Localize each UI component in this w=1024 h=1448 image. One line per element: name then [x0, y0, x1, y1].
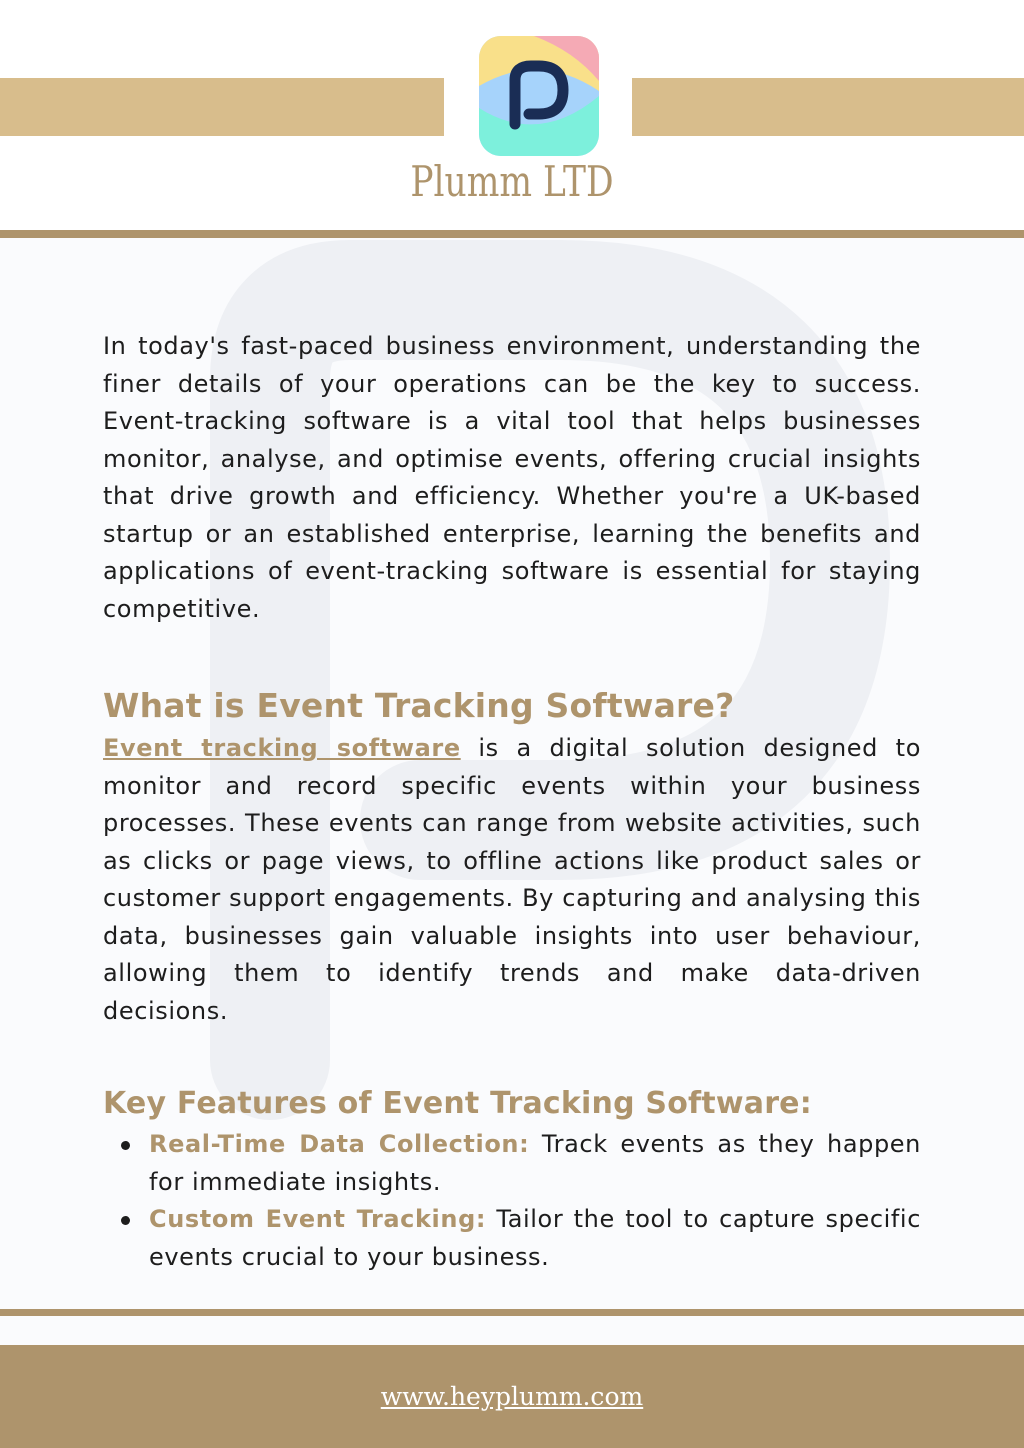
bullet-icon: [121, 1216, 130, 1225]
page-header: [0, 0, 1024, 232]
footer-divider: [0, 1309, 1024, 1316]
brand-name: Plumm LTD: [410, 157, 614, 206]
list-item: [103, 1201, 921, 1276]
key-features-list: [103, 1126, 921, 1276]
feature-text: Track events as they happen for immediate insights.: [149, 1130, 921, 1196]
header-band-right: [632, 78, 1024, 136]
feature-text: Tailor the tool to capture specific events crucial to your business.: [149, 1205, 921, 1271]
section-body-text: is a digital solution designed to monitor and record specific events within your business processes. These events can range from website activities, such as clicks or page views, to offline actions like product sales or customer support engagements. By capturing and analysing this data, businesses gain valuable insights into user behaviour, allowing them to identify trends and make data-driven decisions.: [103, 734, 921, 1025]
page-footer: [0, 1345, 1024, 1448]
event-tracking-software-link[interactable]: Event tracking software: [103, 734, 461, 762]
intro-paragraph: In today's fast-paced business environment, understanding the finer details of your operations can be the key to success. Event-tracking software is a vital tool that helps businesses monitor, analyse, and optimise events, offering crucial insights that drive growth and efficiency. Whether you're a UK-based startup or an established enterprise, learning the benefits and applications of event-tracking software is essential for staying competitive.: [103, 332, 921, 623]
plumm-p-logo-icon: [479, 36, 599, 156]
article-body: [103, 328, 921, 1276]
website-link[interactable]: www.heyplumm.com: [380, 1382, 644, 1411]
section-heading-what-is: What is Event Tracking Software?: [103, 686, 735, 725]
section-heading-key-features: Key Features of Event Tracking Software:: [103, 1086, 812, 1121]
feature-title: Custom Event Tracking:: [149, 1205, 487, 1233]
header-band-left: [0, 78, 444, 136]
feature-title: Real-Time Data Collection:: [149, 1130, 530, 1158]
list-item: [103, 1126, 921, 1201]
header-divider: [0, 230, 1024, 238]
section-paragraph-what-is: [103, 730, 921, 1030]
bullet-icon: [121, 1141, 130, 1150]
